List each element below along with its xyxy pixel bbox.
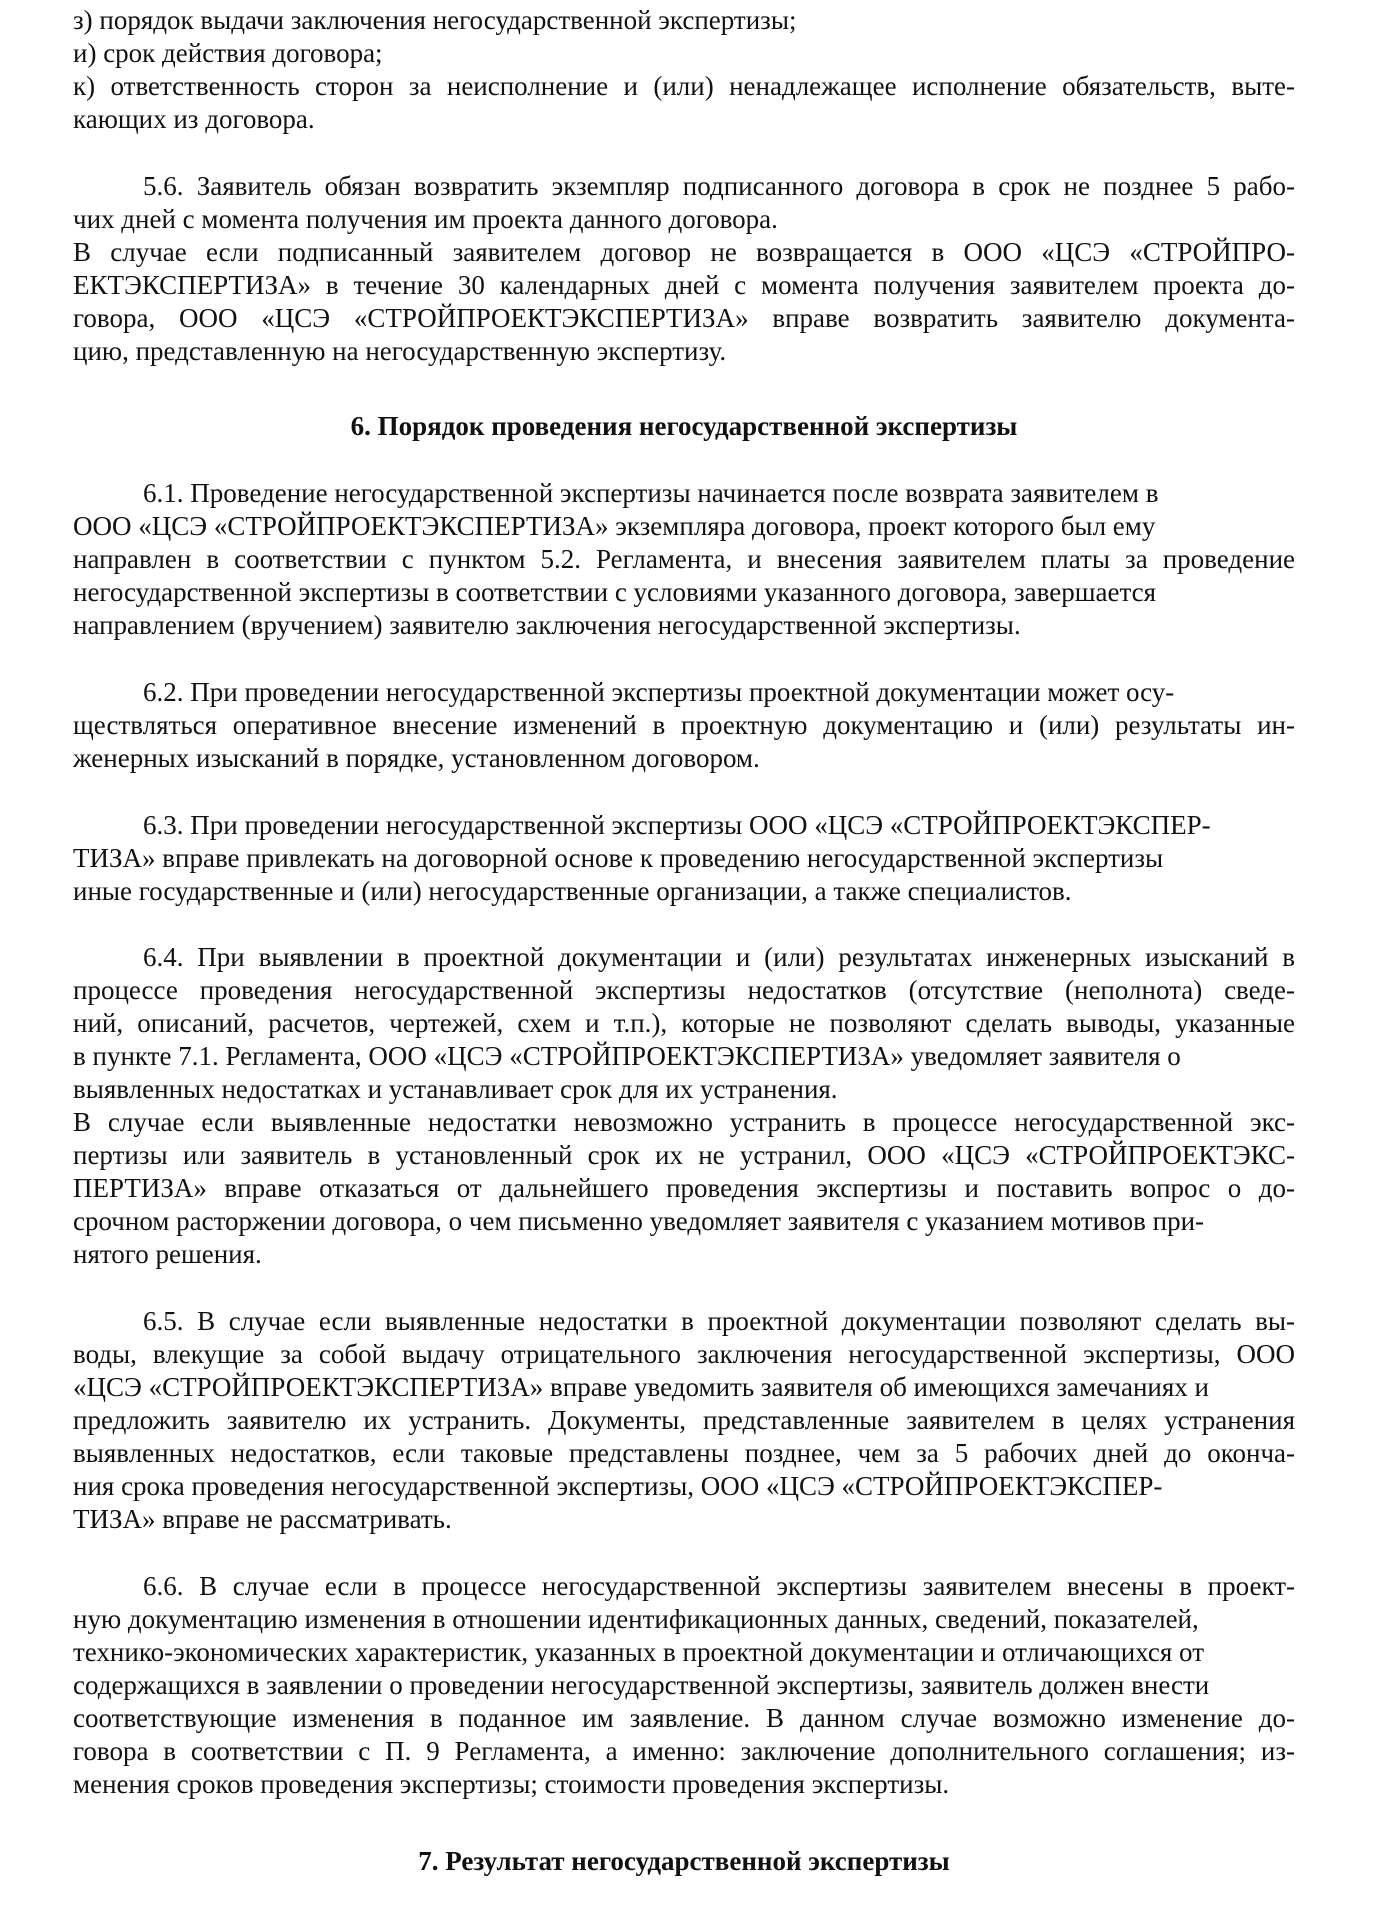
paragraph-line: предложить заявителю их устранить. Документы, представленные заявителем в целях устранения: [73, 1405, 1295, 1435]
paragraph-line: ТИЗА» вправе привлекать на договорной основе к проведению негосударственной экспертизы: [73, 843, 1164, 873]
paragraph-line: говора, ООО «ЦСЭ «СТРОЙПРОЕКТЭКСПЕРТИЗА» вправе возвратить заявителю документа-: [73, 303, 1295, 333]
paragraph-line: 6.4. При выявлении в проектной документации и (или) результатах инженерных изысканий в: [143, 942, 1295, 972]
paragraph-line: менения сроков проведения экспертизы; стоимости проведения экспертизы.: [73, 1769, 950, 1799]
paragraph-line: ний, описаний, расчетов, чертежей, схем и т.п.), которые не позволяют сделать выводы, указанные: [73, 1008, 1295, 1038]
list-item-z: з) порядок выдачи заключения негосударственной экспертизы;: [73, 5, 797, 35]
paragraph-line: женерных изысканий в порядке, установленном договором.: [73, 743, 760, 773]
paragraph-line: ТИЗА» вправе не рассматривать.: [73, 1504, 452, 1534]
paragraph-line: направлен в соответствии с пунктом 5.2. Регламента, и внесения заявителем платы за проведение: [73, 544, 1295, 574]
paragraph-line: направлением (вручением) заявителю заключения негосударственной экспертизы.: [73, 610, 1021, 640]
paragraph-line: 5.6. Заявитель обязан возвратить экземпляр подписанного договора в срок не позднее 5 рабо-: [143, 171, 1295, 201]
paragraph-line: 6.5. В случае если выявленные недостатки в проектной документации позволяют сделать вы-: [143, 1306, 1295, 1336]
paragraph-line: 6.6. В случае если в процессе негосударственной экспертизы заявителем внесены в проект-: [143, 1571, 1295, 1601]
paragraph-line: иные государственные и (или) негосударственные организации, а также специалистов.: [73, 876, 1072, 906]
paragraph-line: 6.1. Проведение негосударственной экспертизы начинается после возврата заявителем в: [143, 478, 1159, 508]
paragraph-line: ООО «ЦСЭ «СТРОЙПРОЕКТЭКСПЕРТИЗА» экземпляра договора, проект которого был ему: [73, 511, 1156, 541]
paragraph-line: в пункте 7.1. Регламента, ООО «ЦСЭ «СТРОЙПРОЕКТЭКСПЕРТИЗА» уведомляет заявителя о: [73, 1041, 1181, 1071]
paragraph-line: говора в соответствии с П. 9 Регламента, а именно: заключение дополнительного соглашения; из-: [73, 1736, 1295, 1766]
paragraph-line: пертизы или заявитель в установленный срок их не устранил, ООО «ЦСЭ «СТРОЙПРОЕКТЭКС-: [73, 1140, 1295, 1170]
list-item-k-cont: кающих из договора.: [73, 104, 315, 134]
paragraph-line: соответствующие изменения в поданное им заявление. В данном случае возможно изменение до-: [73, 1703, 1295, 1733]
paragraph-line: цию, представленную на негосударственную экспертизу.: [73, 336, 727, 366]
paragraph-line: негосударственной экспертизы в соответствии с условиями указанного договора, завершается: [73, 577, 1157, 607]
paragraph-line: В случае если подписанный заявителем договор не возвращается в ООО «ЦСЭ «СТРОЙПРО-: [73, 237, 1295, 267]
paragraph-line: технико-экономических характеристик, указанных в проектной документации и отличающихся от: [73, 1637, 1204, 1667]
list-item-i: и) срок действия договора;: [73, 38, 383, 68]
paragraph-line: чих дней с момента получения им проекта данного договора.: [73, 204, 778, 234]
paragraph-line: 6.2. При проведении негосударственной экспертизы проектной документации может осу-: [143, 677, 1175, 707]
paragraph-line: нятого решения.: [73, 1239, 262, 1269]
paragraph-line: содержащихся в заявлении о проведении негосударственной экспертизы, заявитель должен внести: [73, 1670, 1210, 1700]
paragraph-line: В случае если выявленные недостатки невозможно устранить в процессе негосударственной экс-: [73, 1107, 1295, 1137]
paragraph-line: ществляться оперативное внесение изменений в проектную документацию и (или) результаты ин-: [73, 710, 1295, 740]
paragraph-line: ную документацию изменения в отношении идентификационных данных, сведений, показателей,: [73, 1604, 1199, 1634]
list-item-k: к) ответственность сторон за неисполнение и (или) ненадлежащее исполнение обязательств, выте-: [73, 71, 1295, 101]
paragraph-line: ния срока проведения негосударственной экспертизы, ООО «ЦСЭ «СТРОЙПРОЕКТЭКСПЕР-: [73, 1471, 1163, 1501]
paragraph-line: процессе проведения негосударственной экспертизы недостатков (отсутствие (неполнота) сведе-: [73, 975, 1295, 1005]
paragraph-line: срочном расторжении договора, о чем письменно уведомляет заявителя с указанием мотивов при-: [73, 1206, 1205, 1236]
section-6-heading: 6. Порядок проведения негосударственной экспертизы: [350, 411, 1018, 441]
paragraph-line: выявленных недостатков, если таковые представлены позднее, чем за 5 рабочих дней до оконча-: [73, 1438, 1295, 1468]
paragraph-line: ПЕРТИЗА» вправе отказаться от дальнейшего проведения экспертизы и поставить вопрос о до-: [73, 1173, 1295, 1203]
paragraph-line: выявленных недостатках и устанавливает срок для их устранения.: [73, 1074, 838, 1104]
paragraph-line: «ЦСЭ «СТРОЙПРОЕКТЭКСПЕРТИЗА» вправе уведомить заявителя об имеющихся замечаниях и: [73, 1372, 1209, 1402]
paragraph-line: ЕКТЭКСПЕРТИЗА» в течение 30 календарных дней с момента получения заявителем проекта до-: [73, 270, 1295, 300]
section-7-heading: 7. Результат негосударственной экспертизы: [418, 1846, 950, 1876]
paragraph-line: воды, влекущие за собой выдачу отрицательного заключения негосударственной экспертизы, ООО: [73, 1339, 1295, 1369]
paragraph-line: 6.3. При проведении негосударственной экспертизы ООО «ЦСЭ «СТРОЙПРОЕКТЭКСПЕР-: [143, 810, 1211, 840]
